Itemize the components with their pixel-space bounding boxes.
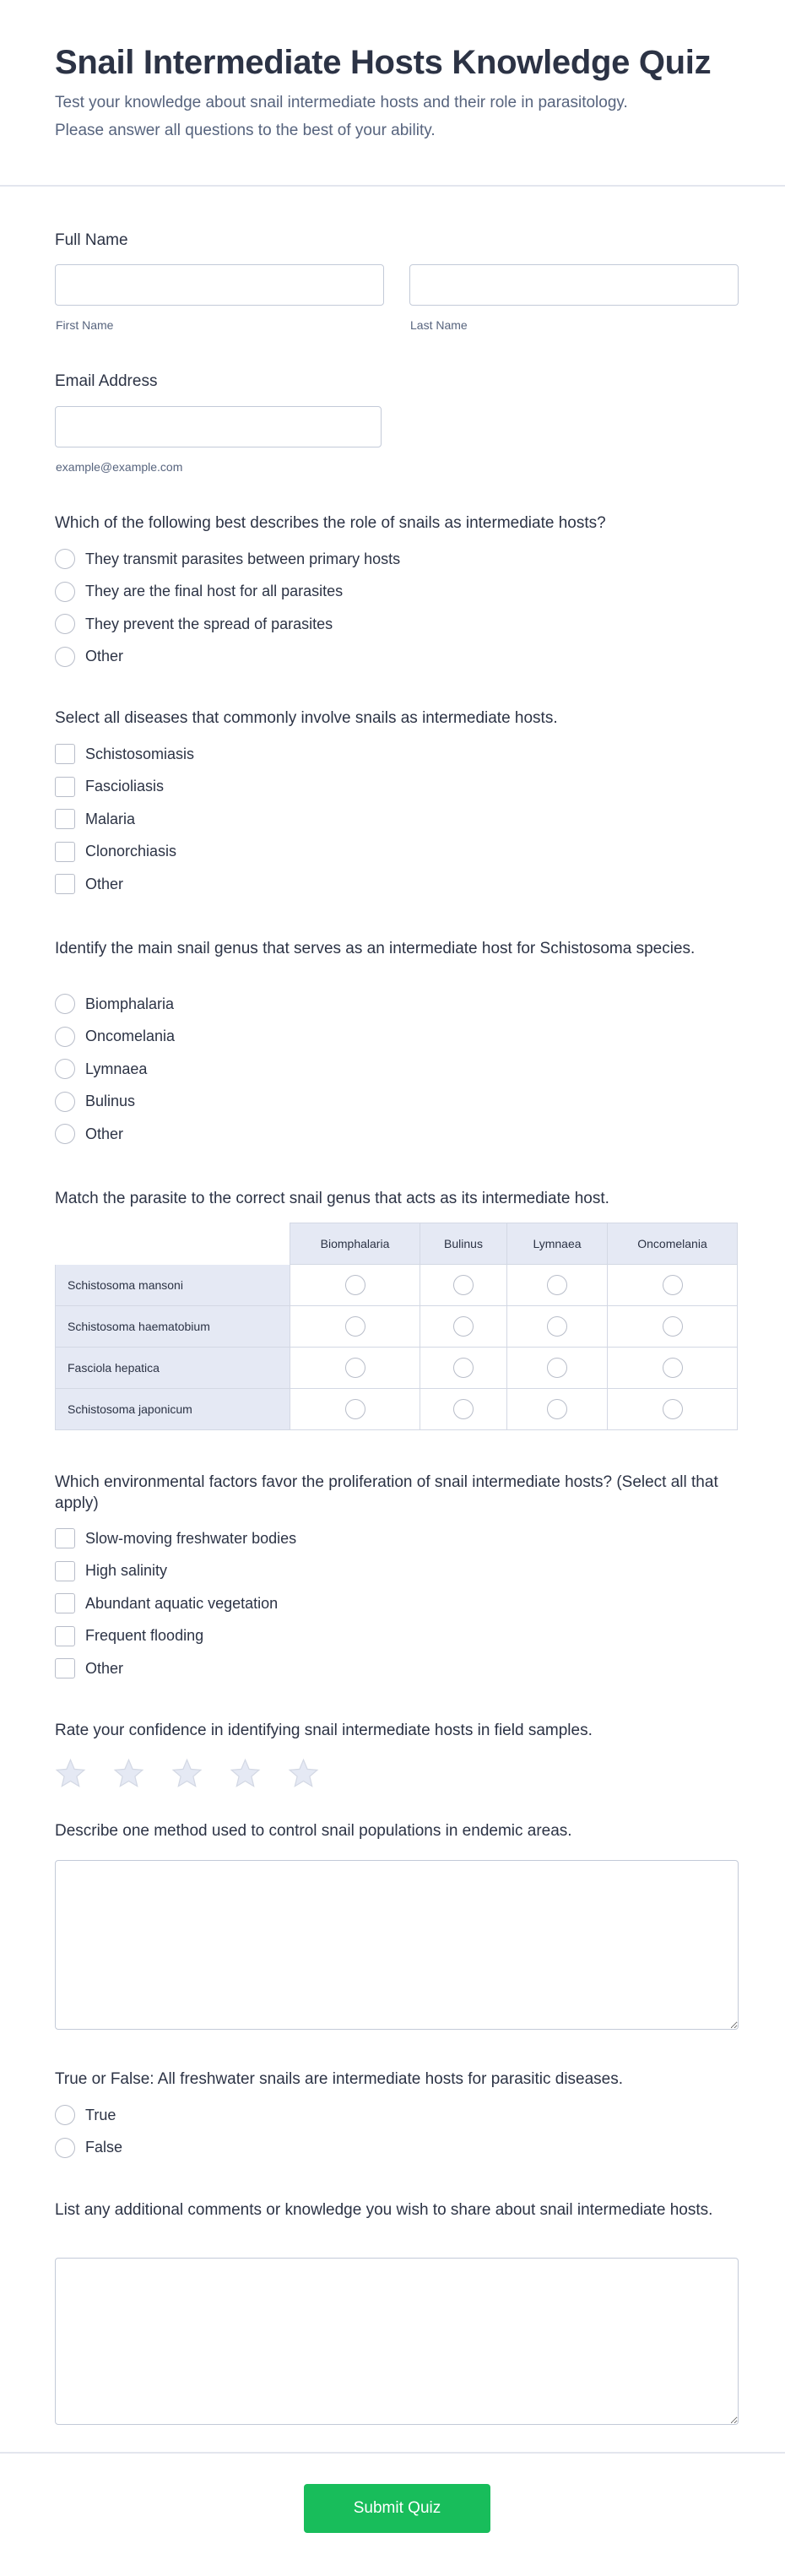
q2-label: Select all diseases that commonly involve snails as intermediate hosts. bbox=[55, 709, 558, 727]
option-label: Other bbox=[85, 1659, 124, 1677]
last-name-input[interactable] bbox=[409, 264, 739, 306]
matrix-row-header: Schistosoma mansoni bbox=[55, 1265, 290, 1306]
header-divider bbox=[0, 185, 785, 187]
option-label: Biomphalaria bbox=[85, 995, 175, 1012]
matrix-col-header: Bulinus bbox=[420, 1223, 507, 1265]
star-rating[interactable] bbox=[55, 1758, 346, 1789]
matrix-radio[interactable] bbox=[345, 1358, 365, 1378]
option-label: They transmit parasites between primary hosts bbox=[85, 550, 401, 567]
q5-option[interactable] bbox=[55, 1527, 296, 1550]
option-label: Schistosomiasis bbox=[85, 745, 195, 762]
option-label: High salinity bbox=[85, 1562, 168, 1580]
matrix-row-header: Schistosoma haematobium bbox=[55, 1306, 290, 1348]
q4-label: Match the parasite to the correct snail genus that acts as its intermediate host. bbox=[55, 1190, 609, 1207]
radio-button[interactable] bbox=[55, 582, 75, 602]
matrix-radio[interactable] bbox=[345, 1275, 365, 1295]
q8-option[interactable] bbox=[55, 2136, 122, 2160]
matrix-radio[interactable] bbox=[345, 1316, 365, 1337]
email-hint: example@example.com bbox=[56, 460, 183, 474]
option-label: Oncomelania bbox=[85, 1028, 176, 1045]
page-title: Snail Intermediate Hosts Knowledge Quiz bbox=[55, 44, 712, 81]
matrix-row bbox=[55, 1306, 738, 1348]
matrix-row-header: Schistosoma japonicum bbox=[55, 1389, 290, 1430]
checkbox[interactable] bbox=[55, 809, 75, 829]
matrix-radio[interactable] bbox=[547, 1316, 567, 1337]
q3-label: Identify the main snail genus that serves as an intermediate host for Schistosoma species. bbox=[55, 940, 696, 957]
matrix-radio[interactable] bbox=[547, 1358, 567, 1378]
option-label: Other bbox=[85, 1125, 124, 1142]
checkbox[interactable] bbox=[55, 1528, 75, 1548]
option-label: Clonorchiasis bbox=[85, 843, 177, 860]
matrix-radio[interactable] bbox=[547, 1399, 567, 1419]
q1-label: Which of the following best describes the role of snails as intermediate hosts? bbox=[55, 514, 606, 532]
first-name-sublabel: First Name bbox=[56, 318, 114, 332]
submit-button[interactable]: Submit Quiz bbox=[304, 2484, 490, 2533]
last-name-sublabel: Last Name bbox=[410, 318, 468, 332]
option-label: False bbox=[85, 2139, 123, 2156]
q2-option[interactable] bbox=[55, 742, 194, 766]
q2-option[interactable] bbox=[55, 775, 164, 799]
q2-option[interactable] bbox=[55, 807, 135, 831]
option-label: Frequent flooding bbox=[85, 1627, 204, 1645]
option-label: Malaria bbox=[85, 810, 136, 827]
checkbox[interactable] bbox=[55, 1626, 75, 1646]
star-icon[interactable] bbox=[113, 1758, 144, 1789]
star-icon[interactable] bbox=[230, 1758, 261, 1789]
checkbox[interactable] bbox=[55, 744, 75, 764]
radio-button[interactable] bbox=[55, 994, 75, 1014]
star-icon[interactable] bbox=[171, 1758, 203, 1789]
matrix-row bbox=[55, 1389, 738, 1430]
q8-option[interactable] bbox=[55, 2103, 116, 2127]
q6-label: Rate your confidence in identifying snail intermediate hosts in field samples. bbox=[55, 1722, 593, 1739]
matrix-row bbox=[55, 1348, 738, 1389]
checkbox[interactable] bbox=[55, 842, 75, 862]
first-name-input[interactable] bbox=[55, 264, 384, 306]
q5-option[interactable] bbox=[55, 1592, 278, 1615]
radio-button[interactable] bbox=[55, 647, 75, 667]
q1-option[interactable] bbox=[55, 580, 343, 604]
checkbox[interactable] bbox=[55, 777, 75, 797]
matrix-table bbox=[55, 1223, 738, 1430]
q5-option[interactable] bbox=[55, 1624, 203, 1648]
q5-option[interactable] bbox=[55, 1657, 123, 1680]
checkbox[interactable] bbox=[55, 1593, 75, 1613]
matrix-radio[interactable] bbox=[345, 1399, 365, 1419]
q9-label: List any additional comments or knowledge you wish to share about snail intermediate hosts. bbox=[55, 2201, 713, 2219]
option-label: They are the final host for all parasites bbox=[85, 583, 344, 600]
matrix-radio[interactable] bbox=[663, 1399, 683, 1419]
matrix-radio[interactable] bbox=[547, 1275, 567, 1295]
matrix-row bbox=[55, 1265, 738, 1306]
radio-button[interactable] bbox=[55, 2138, 75, 2158]
option-label: Bulinus bbox=[85, 1093, 136, 1110]
matrix-col-header: Oncomelania bbox=[608, 1223, 738, 1265]
option-label: Other bbox=[85, 648, 124, 665]
q5-label: Which environmental factors favor the proliferation of snail intermediate hosts? (Select all that apply) bbox=[55, 1473, 718, 1512]
matrix-radio[interactable] bbox=[453, 1316, 474, 1337]
q2-option[interactable] bbox=[55, 872, 123, 896]
checkbox[interactable] bbox=[55, 1561, 75, 1581]
footer-divider bbox=[0, 2452, 785, 2454]
matrix-col-header: Lymnaea bbox=[507, 1223, 608, 1265]
control-method-textarea[interactable] bbox=[55, 1860, 739, 2030]
comments-textarea[interactable] bbox=[55, 2258, 739, 2425]
q7-label: Describe one method used to control snail populations in endemic areas. bbox=[55, 1822, 572, 1840]
q5-option[interactable] bbox=[55, 1559, 167, 1583]
matrix-radio[interactable] bbox=[663, 1358, 683, 1378]
option-label: Other bbox=[85, 875, 124, 892]
matrix-radio[interactable] bbox=[663, 1275, 683, 1295]
option-label: Slow-moving freshwater bodies bbox=[85, 1529, 297, 1547]
radio-button[interactable] bbox=[55, 1124, 75, 1144]
option-label: Lymnaea bbox=[85, 1060, 148, 1077]
star-icon[interactable] bbox=[288, 1758, 319, 1789]
page-subtitle: Test your knowledge about snail intermediate hosts and their role in parasitology. Please answer all questions to the best of your ability. bbox=[55, 94, 628, 139]
radio-button[interactable] bbox=[55, 1027, 75, 1047]
radio-button[interactable] bbox=[55, 549, 75, 569]
radio-button[interactable] bbox=[55, 2105, 75, 2125]
full-name-label: Full Name bbox=[55, 231, 128, 249]
matrix-col-header: Biomphalaria bbox=[290, 1223, 420, 1265]
q3-option[interactable] bbox=[55, 992, 174, 1016]
option-label: Abundant aquatic vegetation bbox=[85, 1594, 279, 1612]
checkbox[interactable] bbox=[55, 874, 75, 894]
q1-option[interactable] bbox=[55, 612, 333, 636]
q1-option[interactable] bbox=[55, 547, 400, 571]
q3-option[interactable] bbox=[55, 1057, 147, 1081]
q1-option[interactable] bbox=[55, 645, 123, 669]
q8-label: True or False: All freshwater snails are intermediate hosts for parasitic diseases. bbox=[55, 2070, 624, 2088]
q3-option[interactable] bbox=[55, 1122, 123, 1146]
option-label: They prevent the spread of parasites bbox=[85, 615, 333, 632]
email-input[interactable] bbox=[55, 406, 382, 447]
star-icon[interactable] bbox=[55, 1758, 86, 1789]
matrix-radio[interactable] bbox=[453, 1358, 474, 1378]
radio-button[interactable] bbox=[55, 1092, 75, 1112]
radio-button[interactable] bbox=[55, 1059, 75, 1079]
q2-option[interactable] bbox=[55, 840, 176, 864]
matrix-radio[interactable] bbox=[453, 1275, 474, 1295]
matrix-row-header: Fasciola hepatica bbox=[55, 1348, 290, 1389]
q3-option[interactable] bbox=[55, 1025, 175, 1049]
option-label: Fascioliasis bbox=[85, 778, 165, 795]
matrix-radio[interactable] bbox=[453, 1399, 474, 1419]
q3-option[interactable] bbox=[55, 1090, 135, 1114]
checkbox[interactable] bbox=[55, 1658, 75, 1678]
matrix-radio[interactable] bbox=[663, 1316, 683, 1337]
option-label: True bbox=[85, 2106, 116, 2123]
email-label: Email Address bbox=[55, 372, 158, 390]
radio-button[interactable] bbox=[55, 614, 75, 634]
